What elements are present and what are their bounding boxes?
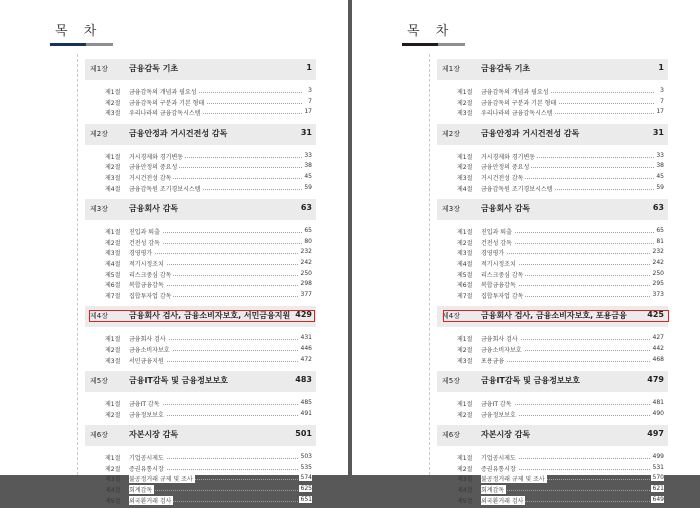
section-number: 제6절 <box>457 282 473 290</box>
chapter-page: 1 <box>658 63 664 72</box>
section-list <box>85 446 316 508</box>
section-list <box>437 446 668 508</box>
margin-guide-line <box>429 54 430 475</box>
section-title: 금융감독의 구분과 기본 형태 <box>481 99 557 107</box>
section-title: 우리나라의 금융감독시스템 <box>129 110 201 118</box>
section-row <box>85 151 316 162</box>
section-number: 제2절 <box>457 346 473 354</box>
section-list <box>85 220 316 303</box>
chapter-title: 금융IT감독 및 금융정보보호 <box>129 376 229 386</box>
dot-leader <box>145 469 302 470</box>
chapter-page: 63 <box>300 203 312 213</box>
chapter-title: 금융감독 기초 <box>481 64 531 73</box>
section-number: 제3절 <box>457 250 473 258</box>
section-row <box>85 279 316 290</box>
section-title: 우리나라의 금융감독시스템 <box>481 110 553 118</box>
section-title: 건전성 감독 <box>129 239 160 247</box>
section-title: 진입과 퇴출 <box>129 229 160 237</box>
section-row <box>437 452 668 463</box>
dot-leader <box>145 415 302 416</box>
section-number: 제3절 <box>457 174 473 182</box>
toc-list <box>85 57 316 508</box>
section-page: 242 <box>652 258 664 266</box>
section-row <box>85 333 316 344</box>
section-row <box>437 151 668 162</box>
section-list <box>437 392 668 422</box>
section-page: 250 <box>652 269 664 277</box>
section-number: 제3절 <box>105 357 121 365</box>
section-page: 81 <box>656 237 664 245</box>
section-row <box>85 86 316 97</box>
dot-leader <box>497 404 654 405</box>
section-page: 485 <box>300 399 312 407</box>
section-title: 거시경제와 경기변동 <box>481 153 536 161</box>
chapter-title: 자본시장 감독 <box>481 430 531 440</box>
section-title: 금융감독원 조기경보시스템 <box>481 185 553 193</box>
section-page: 7 <box>308 97 312 105</box>
title-underline-gray <box>438 43 465 46</box>
section-title: 외국환거래 검사 <box>481 497 524 505</box>
dot-leader <box>145 490 302 491</box>
section-number: 제3절 <box>105 174 121 182</box>
section-page: 3 <box>660 87 664 94</box>
section-number: 제2절 <box>105 164 121 172</box>
section-number: 제1절 <box>105 336 121 344</box>
section-list <box>437 220 668 303</box>
dot-leader <box>145 339 302 340</box>
chapter-title: 금융회사 감독 <box>129 204 179 214</box>
chapter-number: 제1장 <box>442 65 460 73</box>
section-number: 제1절 <box>105 89 121 96</box>
section-row <box>437 409 668 420</box>
chapter-number: 제3장 <box>90 205 108 214</box>
section-row <box>437 484 668 495</box>
chapter-title: 금융회사 검사, 금융소비자보호, 포용금융 <box>481 311 627 321</box>
section-title: 증권유통시장 <box>481 465 516 473</box>
chapter-number: 제3장 <box>442 205 460 214</box>
section-page: 442 <box>652 344 664 352</box>
chapter-title: 금융회사 감독 <box>481 204 531 214</box>
chapter-number: 제1장 <box>90 65 108 73</box>
section-page: 625 <box>300 485 312 493</box>
section-page: 373 <box>652 290 664 298</box>
dot-leader <box>145 253 302 254</box>
dot-leader <box>497 253 654 254</box>
toc-page-right <box>352 0 700 505</box>
section-number: 제7절 <box>105 292 121 300</box>
section-title: 거시건전성 감독 <box>129 174 172 182</box>
section-row <box>85 409 316 420</box>
section-page: 468 <box>652 355 664 363</box>
section-title: 기업공시제도 <box>481 455 516 463</box>
highlight-box <box>89 310 315 322</box>
section-page: 45 <box>304 172 312 180</box>
chapter-title: 금융감독 기초 <box>129 64 179 73</box>
section-number: 제3절 <box>457 110 473 118</box>
section-title: 불공정거래 규제 및 조사 <box>481 476 545 484</box>
section-page: 298 <box>300 280 312 288</box>
section-row <box>437 97 668 108</box>
section-number: 제3절 <box>457 357 473 365</box>
section-number: 제1절 <box>457 89 473 96</box>
section-row <box>85 258 316 269</box>
section-page: 431 <box>300 334 312 342</box>
dot-leader <box>497 232 654 233</box>
section-page: 59 <box>656 183 664 191</box>
chapter-number: 제6장 <box>90 431 108 440</box>
section-page: 242 <box>300 258 312 266</box>
chapter-number: 제2장 <box>90 129 108 138</box>
section-title: 금융감독의 개념과 필요성 <box>129 89 197 96</box>
section-row <box>437 290 668 301</box>
chapter-page: 425 <box>647 310 664 320</box>
section-page: 33 <box>656 151 664 159</box>
section-list <box>437 327 668 368</box>
section-row <box>85 290 316 301</box>
dot-leader <box>145 243 302 244</box>
section-title: 금융소비자보호 <box>129 346 170 354</box>
section-number: 제2절 <box>105 411 121 419</box>
page-title: 목 차 <box>407 24 455 39</box>
section-number: 제4절 <box>105 260 121 268</box>
section-row <box>437 183 668 194</box>
section-page: 65 <box>656 227 664 235</box>
section-title: 경영평가 <box>481 250 505 258</box>
section-page: 377 <box>300 290 312 298</box>
section-row <box>437 86 668 97</box>
margin-guide-line <box>77 54 78 475</box>
title-underline-gray <box>86 43 113 46</box>
section-number: 제1절 <box>457 401 473 409</box>
section-row <box>85 452 316 463</box>
section-title: 적기시정조치 <box>481 260 516 268</box>
section-title: 금융소비자보호 <box>481 346 522 354</box>
chapter-page: 479 <box>647 375 664 385</box>
section-page: 38 <box>656 162 664 170</box>
section-list <box>85 145 316 196</box>
section-number: 제2절 <box>457 239 473 247</box>
section-title: 금융회사 검사 <box>129 336 166 344</box>
chapter-header <box>85 371 316 392</box>
chapter-title: 금융회사 검사, 금융소비자보호, 서민금융지원 <box>129 311 291 321</box>
section-page: 7 <box>660 97 664 105</box>
section-row <box>85 463 316 474</box>
chapter-page: 63 <box>652 203 664 213</box>
dot-leader <box>497 339 654 340</box>
section-page: 490 <box>652 409 664 417</box>
section-title: 리스크중심 감독 <box>481 271 524 279</box>
section-list <box>85 327 316 368</box>
section-title: 포용금융 <box>481 357 505 365</box>
section-row <box>85 172 316 183</box>
section-row <box>437 355 668 366</box>
dot-leader <box>145 361 302 362</box>
section-page: 45 <box>656 172 664 180</box>
chapter-page: 497 <box>647 429 664 439</box>
section-page: 38 <box>304 162 312 170</box>
section-row <box>85 226 316 237</box>
section-row <box>85 97 316 108</box>
section-row <box>437 172 668 183</box>
chapter-page: 483 <box>295 375 312 385</box>
chapter-header <box>85 425 316 446</box>
title-underline-accent <box>402 43 438 46</box>
section-number: 제5절 <box>105 497 121 505</box>
section-page: 446 <box>300 344 312 352</box>
section-number: 제3절 <box>105 250 121 258</box>
section-number: 제4절 <box>105 487 121 495</box>
section-row <box>85 473 316 484</box>
dot-leader <box>145 458 302 459</box>
section-title: 금융감독원 조기경보시스템 <box>129 185 201 193</box>
section-page: 80 <box>304 237 312 245</box>
section-list <box>85 392 316 422</box>
section-number: 제3절 <box>105 110 121 118</box>
section-page: 427 <box>652 334 664 342</box>
dot-leader <box>497 285 654 286</box>
section-number: 제2절 <box>105 99 121 107</box>
section-row <box>437 107 668 118</box>
chapter-page: 429 <box>295 310 312 320</box>
section-title: 금융안정의 중요성 <box>129 164 178 172</box>
chapter-number: 제2장 <box>442 129 460 138</box>
dot-leader <box>145 285 302 286</box>
section-title: 복합금융감독 <box>481 282 516 290</box>
section-title: 금융IT 감독 <box>129 401 160 409</box>
chapter-title: 자본시장 감독 <box>129 430 179 440</box>
section-title: 금융정보보호 <box>481 411 516 419</box>
chapter-number: 제5장 <box>442 377 460 386</box>
section-title: 거시건전성 감독 <box>481 174 524 182</box>
chapter-header <box>437 59 668 80</box>
section-row <box>437 333 668 344</box>
chapter-header <box>437 199 668 220</box>
dot-leader <box>145 404 302 405</box>
section-number: 제5절 <box>457 271 473 279</box>
chapter-header <box>437 371 668 392</box>
section-row <box>437 473 668 484</box>
section-row <box>85 161 316 172</box>
section-row <box>85 355 316 366</box>
section-title: 금융IT 감독 <box>481 401 512 409</box>
chapter-header <box>85 124 316 145</box>
section-title: 집합투자업 감독 <box>481 292 524 300</box>
section-number: 제1절 <box>457 153 473 161</box>
dot-leader <box>497 264 654 265</box>
section-title: 회계감독 <box>129 487 153 495</box>
section-title: 금융안정의 중요성 <box>481 164 530 172</box>
section-number: 제4절 <box>457 185 473 193</box>
section-page: 59 <box>304 183 312 191</box>
chapter-page: 31 <box>652 127 664 137</box>
section-number: 제3절 <box>105 476 121 484</box>
section-title: 집합투자업 감독 <box>129 292 172 300</box>
section-title: 금융회사 검사 <box>481 336 518 344</box>
toc-list <box>437 57 668 508</box>
chapter-number: 제4장 <box>442 312 460 321</box>
page-title: 목 차 <box>55 24 103 39</box>
section-page: 535 <box>300 463 312 471</box>
section-number: 제1절 <box>457 455 473 463</box>
section-row <box>85 107 316 118</box>
section-row <box>85 247 316 258</box>
section-page: 3 <box>308 87 312 94</box>
section-row <box>437 237 668 248</box>
section-page: 65 <box>304 227 312 235</box>
section-title: 거시경제와 경기변동 <box>129 153 184 161</box>
section-number: 제1절 <box>457 229 473 237</box>
highlight-box <box>443 310 669 322</box>
section-row <box>437 463 668 474</box>
section-title: 금융정보보호 <box>129 411 164 419</box>
section-title: 적기시정조치 <box>129 260 164 268</box>
section-title: 회계감독 <box>481 487 505 495</box>
section-number: 제2절 <box>105 239 121 247</box>
section-title: 기업공시제도 <box>129 455 164 463</box>
section-number: 제1절 <box>105 401 121 409</box>
section-title: 증권유통시장 <box>129 465 164 473</box>
section-number: 제4절 <box>457 260 473 268</box>
section-row <box>437 495 668 506</box>
chapter-title: 금융안정과 거시건전성 감독 <box>129 128 228 138</box>
section-page: 491 <box>300 409 312 417</box>
section-number: 제1절 <box>105 229 121 237</box>
section-row <box>437 161 668 172</box>
section-page: 570 <box>652 474 664 482</box>
dot-leader <box>497 490 654 491</box>
section-page: 17 <box>656 108 664 116</box>
section-number: 제1절 <box>105 455 121 463</box>
section-row <box>437 258 668 269</box>
section-title: 금융감독의 개념과 필요성 <box>481 89 549 96</box>
section-list <box>437 145 668 196</box>
chapter-title: 금융IT감독 및 금융정보보호 <box>481 376 581 386</box>
section-number: 제5절 <box>457 497 473 505</box>
section-row <box>85 495 316 506</box>
section-page: 295 <box>652 280 664 288</box>
section-page: 499 <box>652 453 664 461</box>
section-number: 제1절 <box>105 153 121 161</box>
section-number: 제2절 <box>105 346 121 354</box>
section-number: 제1절 <box>457 336 473 344</box>
section-row <box>437 398 668 409</box>
chapter-header <box>437 425 668 446</box>
chapter-header <box>85 199 316 220</box>
section-title: 진입과 퇴출 <box>481 229 512 237</box>
section-number: 제2절 <box>457 465 473 473</box>
section-number: 제4절 <box>457 487 473 495</box>
section-number: 제2절 <box>457 411 473 419</box>
section-number: 제6절 <box>105 282 121 290</box>
chapter-page: 501 <box>295 429 312 439</box>
section-number: 제2절 <box>105 465 121 473</box>
section-page: 232 <box>300 248 312 256</box>
section-title: 금융감독의 구분과 기본 형태 <box>129 99 205 107</box>
section-title: 서민금융지원 <box>129 357 164 365</box>
dot-leader <box>145 232 302 233</box>
section-page: 649 <box>652 495 664 503</box>
chapter-page: 31 <box>300 127 312 137</box>
dot-leader <box>497 469 654 470</box>
section-row <box>85 237 316 248</box>
chapter-number: 제4장 <box>90 312 108 321</box>
section-row <box>85 183 316 194</box>
section-number: 제2절 <box>457 164 473 172</box>
section-row <box>437 344 668 355</box>
section-title: 경영평가 <box>129 250 153 258</box>
section-list <box>437 80 668 121</box>
dot-leader <box>497 243 654 244</box>
section-page: 472 <box>300 355 312 363</box>
section-number: 제3절 <box>457 476 473 484</box>
section-row <box>85 269 316 280</box>
section-row <box>437 269 668 280</box>
section-row <box>85 398 316 409</box>
chapter-number: 제6장 <box>442 431 460 440</box>
section-title: 외국환거래 검사 <box>129 497 172 505</box>
section-page: 651 <box>300 495 312 503</box>
chapter-title: 금융안정과 거시건전성 감독 <box>481 128 580 138</box>
section-page: 33 <box>304 151 312 159</box>
toc-page-left <box>0 0 348 505</box>
section-page: 481 <box>652 399 664 407</box>
chapter-header <box>437 124 668 145</box>
chapter-page: 1 <box>306 63 312 72</box>
section-number: 제2절 <box>457 99 473 107</box>
section-row <box>437 279 668 290</box>
section-page: 574 <box>300 474 312 482</box>
section-list <box>85 80 316 121</box>
section-page: 531 <box>652 463 664 471</box>
section-page: 232 <box>652 248 664 256</box>
section-title: 불공정거래 규제 및 조사 <box>129 476 193 484</box>
section-title: 복합금융감독 <box>129 282 164 290</box>
section-page: 621 <box>652 485 664 493</box>
chapter-header <box>85 59 316 80</box>
section-row <box>437 247 668 258</box>
section-number: 제4절 <box>105 185 121 193</box>
section-row <box>437 226 668 237</box>
section-page: 250 <box>300 269 312 277</box>
section-title: 건전성 감독 <box>481 239 512 247</box>
section-page: 503 <box>300 453 312 461</box>
title-underline-accent <box>50 43 86 46</box>
section-title: 리스크중심 감독 <box>129 271 172 279</box>
chapter-number: 제5장 <box>90 377 108 386</box>
section-number: 제5절 <box>105 271 121 279</box>
dot-leader <box>497 361 654 362</box>
section-row <box>85 344 316 355</box>
dot-leader <box>497 458 654 459</box>
section-row <box>85 484 316 495</box>
section-page: 17 <box>304 108 312 116</box>
section-number: 제7절 <box>457 292 473 300</box>
dot-leader <box>145 264 302 265</box>
dot-leader <box>497 415 654 416</box>
